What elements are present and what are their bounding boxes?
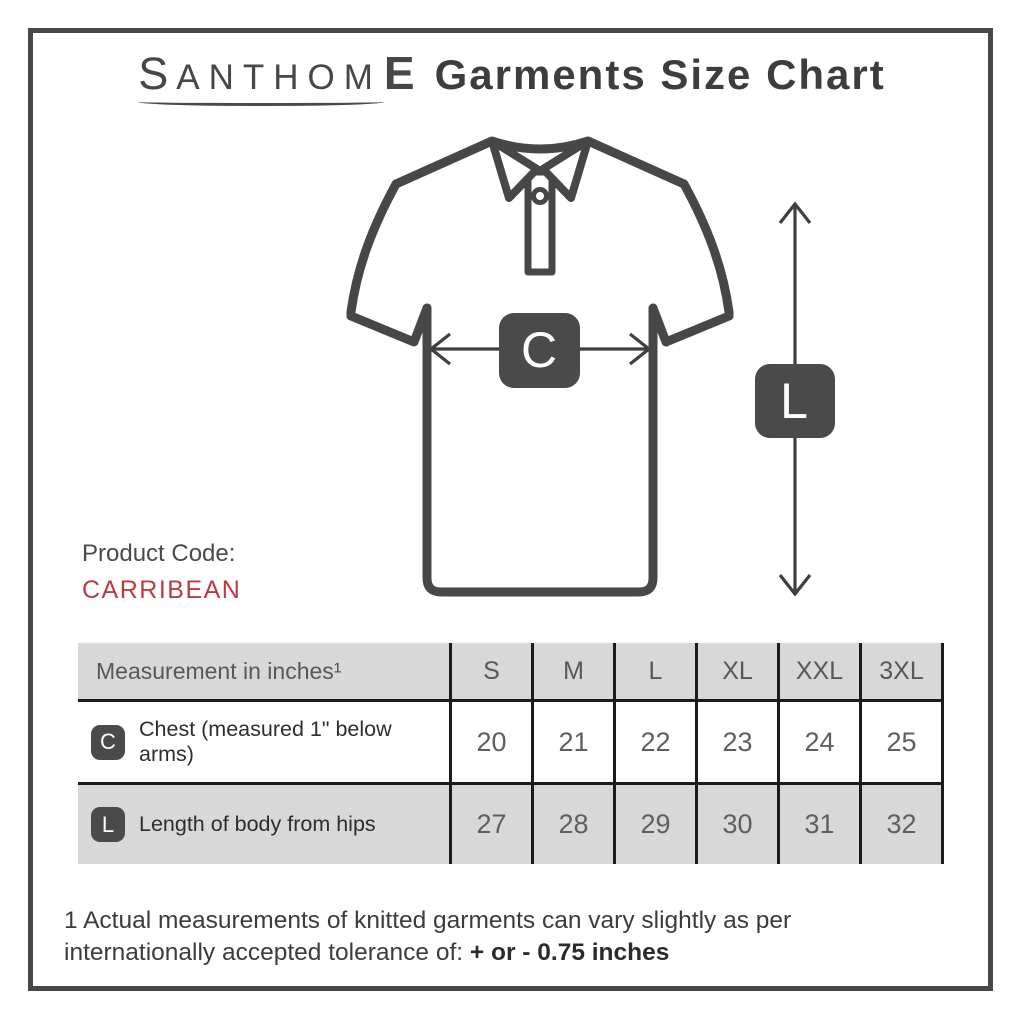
- brand-logo-letter-e: E: [383, 47, 415, 99]
- size-header-cell-s: S: [452, 643, 534, 702]
- size-header-cell-m: M: [534, 643, 616, 702]
- tolerance-footnote-bold: + or - 0.75 inches: [469, 939, 670, 967]
- size-header-cell-xxl: XXL: [780, 643, 862, 702]
- chest-value-m: 21: [534, 702, 616, 785]
- product-code-block: [82, 540, 241, 605]
- chest-value-xl: 23: [698, 702, 780, 785]
- length-badge-icon: L: [91, 807, 125, 842]
- chest-measure-badge-label: C: [520, 322, 558, 378]
- product-code-value: CARRIBEAN: [82, 576, 242, 604]
- polo-shirt-illustration: [330, 118, 870, 628]
- chest-value-xxl: 24: [780, 702, 862, 785]
- product-code-label: Product Code:: [82, 540, 236, 567]
- length-value-xl: 30: [698, 785, 780, 864]
- size-table: [78, 643, 944, 864]
- chest-badge-icon: C: [91, 725, 125, 760]
- measurement-header-label: Measurement in inches¹: [96, 657, 342, 684]
- chest-row-label: Chest (measured 1" below arms): [139, 717, 392, 766]
- length-row-label-cell: [78, 785, 452, 864]
- chest-value-s: 20: [452, 702, 534, 785]
- measurement-header-cell: [78, 643, 452, 702]
- brand-logo: [138, 46, 414, 106]
- chest-value-l: 22: [616, 702, 698, 785]
- length-value-l: 29: [616, 785, 698, 864]
- length-value-m: 28: [534, 785, 616, 864]
- length-value-3xl: 32: [862, 785, 944, 864]
- length-value-xxl: 31: [780, 785, 862, 864]
- length-row-label: Length of body from hips: [139, 812, 376, 836]
- tolerance-footnote-text: 1 Actual measurements of knitted garments can vary slightly as per internationally accepted tolerance of:: [64, 907, 792, 967]
- tolerance-footnote: [64, 905, 948, 970]
- brand-logo-mid: ANTHOM: [176, 58, 382, 97]
- chest-value-3xl: 25: [862, 702, 944, 785]
- chest-row-label-cell: [78, 702, 452, 785]
- shirt-button: [534, 190, 547, 203]
- size-header-cell-xl: XL: [698, 643, 780, 702]
- brand-logo-underlined-part: [138, 48, 384, 106]
- length-value-s: 27: [452, 785, 534, 864]
- length-measure-badge-label: L: [780, 373, 808, 429]
- brand-logo-letter-s: S: [138, 48, 177, 99]
- size-header-cell-3xl: 3XL: [862, 643, 944, 702]
- size-header-cell-l: L: [616, 643, 698, 702]
- page-title-text: Garments Size Chart: [434, 51, 886, 98]
- page-title: [0, 46, 1024, 106]
